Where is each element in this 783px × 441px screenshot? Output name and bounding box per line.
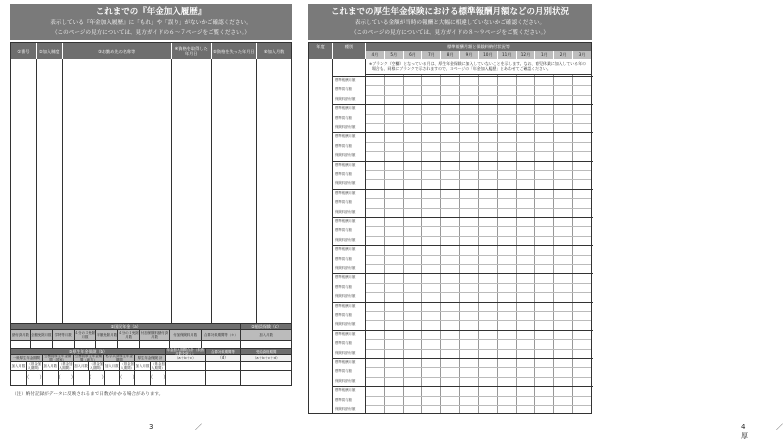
year-column (309, 59, 333, 413)
total-period-header: 年金加入期間合計（未納月数を除く） (166, 347, 204, 356)
type-label: 保険料納付額 (335, 266, 356, 270)
sub-row-divider (366, 396, 591, 397)
left-footnote: （注）納付記録がデータに反映されるまで日数がかかる場合があります。 (12, 392, 164, 397)
kosei-general-fund-value: （ ） (27, 371, 43, 386)
eligibility-period-value (241, 362, 291, 371)
year-group-divider (333, 245, 593, 246)
type-label: 標準賞与額 (335, 115, 352, 120)
note-line-2: 場合も、同様にブランクで示されますので、３ページの「年金加入履歴」とあわせてご確認ください。 (372, 66, 551, 72)
note-line-1: ※ブランク（空欄）となっている月は、厚生年金保険に加入していないことを示します。なお、育児休業に加入している年の (369, 61, 586, 66)
kokumin-col-paid: 納付済月数 (11, 330, 31, 341)
year-group-divider (333, 161, 593, 162)
header-blank-type (333, 51, 366, 59)
type-label: 標準賞与額 (335, 397, 352, 402)
monthly-remuneration-table (308, 42, 592, 414)
type-label: 保険料納付額 (335, 350, 356, 355)
kosei-sub-general: 一般厚生年金期間 (11, 355, 43, 362)
kosei-sub-total: 厚生年金保険 計 (135, 355, 166, 362)
col-number: ①番号 (11, 43, 37, 59)
col-monthly-status: 標準報酬月額と保険料納付状況等 (366, 43, 591, 51)
month-header-cell: 5月 (385, 51, 404, 59)
type-label: 標準報酬月額 (335, 219, 356, 223)
type-label: 保険料納付額 (335, 294, 356, 299)
kokumin-col-three-quarter: ４分の３免除月数 (74, 331, 96, 339)
sub-row-divider (366, 114, 591, 115)
type-label: 標準報酬月額 (335, 247, 356, 252)
left-page-guide: （このページの見方については、見方ガイドの６～７ページをご覧ください。） (51, 29, 251, 36)
sub-row-divider (366, 405, 591, 406)
sub-row-divider (366, 208, 591, 209)
type-label: 標準報酬月額 (335, 190, 356, 195)
kosei-total-fund: （基金加入期間） (151, 362, 165, 370)
kokumin-val-combined (202, 341, 242, 349)
type-label: 標準報酬月額 (335, 78, 356, 82)
type-label: 標準賞与額 (335, 341, 352, 346)
type-label: 保険料納付額 (335, 153, 356, 158)
kokumin-val-half (96, 341, 118, 349)
type-label: 標準賞与額 (335, 200, 352, 205)
right-page-subtitle: 表示している金額が当時の報酬と大幅に相違していないかご確認ください。 (354, 20, 546, 26)
kosei-private-fund-value: （ ） (120, 371, 135, 386)
senin-val-months (241, 341, 291, 349)
type-label: 標準報酬月額 (335, 162, 356, 167)
month-header-cell: 6月 (404, 51, 423, 59)
sub-row-divider (366, 85, 591, 86)
type-label: 標準報酬月額 (335, 106, 356, 111)
kokumin-col-combined: 合算対象期間等（＊） (202, 330, 242, 341)
year-group-divider (333, 273, 593, 274)
type-label: 標準賞与額 (335, 369, 352, 374)
sub-row-divider (366, 349, 591, 350)
right-page (300, 0, 783, 440)
type-label: 保険料納付額 (335, 237, 356, 242)
eligibility-period-blank (241, 371, 291, 386)
kosei-section-header: ③厚生年金保険（b） (11, 349, 166, 355)
sub-row-divider (366, 142, 591, 143)
kosei-total-fund-value: （ ） (151, 371, 166, 386)
blank-month-note (366, 59, 591, 75)
cell-lost-date (212, 59, 258, 323)
type-label: 標準賞与額 (335, 143, 352, 148)
right-title-band (308, 4, 592, 40)
month-header-cell: 11月 (498, 51, 517, 59)
col-lost-date: ⑤資格を失った年月日 (212, 43, 258, 59)
right-page-title: これまでの厚生年金保険における標準報酬月額などの月別状況 (330, 7, 569, 17)
type-label: 標準報酬月額 (335, 134, 356, 139)
kosei-private-fund: （基金加入期間） (120, 362, 134, 370)
type-label: 保険料納付額 (335, 181, 356, 186)
right-page-guide: （このページの見方については、見方ガイドの８～９ページをご覧ください。） (350, 29, 550, 36)
pension-history-table (10, 42, 292, 324)
month-header-cell: 1月 (535, 51, 554, 59)
left-slash-mark: ／ (195, 423, 202, 431)
kokumin-val-paid (11, 341, 31, 349)
kosei-national-fund: （基金加入期間） (58, 362, 73, 370)
type-label: 標準賞与額 (335, 87, 352, 92)
col-type: 種別 (333, 43, 366, 51)
col-system: ②加入制度 (37, 43, 63, 59)
col-employer: ③お勤め先の名称等 (63, 43, 172, 59)
kokumin-val-quarter (118, 341, 140, 349)
senin-section-header: ②船員保険（c） (241, 324, 291, 330)
month-header-cell: 8月 (441, 51, 460, 59)
kokumin-col-quarter: ４分の１免除月数 (118, 331, 139, 339)
eligibility-period-formula: （a＋b＋c＋d） (241, 355, 291, 362)
monthly-body (309, 59, 591, 413)
total-period-formula: （a＋b＋c） (166, 355, 206, 362)
right-page-number (741, 423, 748, 441)
sub-row-divider (366, 198, 591, 199)
combined-period-header: 合算対象期間等 (206, 349, 242, 355)
monthly-header-row1 (309, 43, 591, 51)
kokumin-val-student (53, 341, 75, 349)
senin-col-months: 加入月数 (241, 330, 291, 341)
sub-row-divider (366, 283, 591, 284)
left-page (0, 0, 300, 440)
col-months: ⑥加入月数 (263, 48, 285, 54)
month-header-cell: 3月 (573, 51, 591, 59)
right-page-number-digit: 4 (741, 423, 746, 431)
year-group-divider (333, 104, 593, 105)
cell-system (37, 59, 63, 323)
type-label: 保険料納付額 (335, 407, 356, 411)
eligibility-period-header: 受給資格期間 (241, 349, 291, 355)
kosei-national-fund-value: （ ） (59, 371, 74, 386)
left-page-subtitle: 表示している『年金加入履歴』に「もれ」や「誤り」がないかご確認ください。 (50, 20, 252, 26)
year-group-divider (333, 302, 593, 303)
year-group-divider (333, 386, 593, 387)
month-header-cell: 7月 (422, 51, 441, 59)
total-period-value (166, 362, 206, 371)
sub-row-divider (366, 95, 591, 96)
cell-months (257, 59, 291, 323)
kosei-national-months: 加入月数 (43, 362, 59, 371)
kokumin-col-half: 半額免除月数 (96, 330, 118, 341)
year-group-divider (333, 358, 593, 359)
combined-period-blank (206, 371, 242, 386)
col-year: 年度 (309, 43, 333, 51)
sub-row-divider (366, 170, 591, 171)
kosei-local-fund: （基金加入期間） (89, 362, 104, 370)
type-label: 標準賞与額 (335, 172, 352, 176)
month-header-cell: 2月 (554, 51, 573, 59)
kosei-sub-national: 公務員厚生年金期間（国家） (43, 355, 74, 362)
sub-row-divider (366, 179, 591, 180)
type-label: 標準賞与額 (335, 284, 352, 289)
type-label: 標準賞与額 (335, 313, 352, 317)
kokumin-val-full-exempt (31, 341, 53, 349)
year-group-divider (333, 76, 593, 77)
kokumin-col-additional: 付加保険料月数 (170, 330, 202, 341)
pension-history-header (11, 43, 291, 59)
total-period-blank (166, 371, 206, 386)
kosei-general-fund: （基金加入期間） (27, 362, 42, 370)
sub-row-divider (366, 320, 591, 321)
kokumin-col-student: 学特等月数 (53, 330, 75, 341)
year-group-divider (333, 217, 593, 218)
month-header-cell: 10月 (479, 51, 498, 59)
left-page-title: これまでの『年金加入履歴』 (95, 7, 207, 17)
month-header-cell: 4月 (366, 51, 385, 59)
kosei-sub-local: 公務員厚生年金期間（地方） (74, 355, 105, 362)
month-header-cell: 9月 (460, 51, 479, 59)
combined-period-value (206, 362, 242, 371)
kosei-local-months: 加入月数 (74, 362, 90, 371)
type-label: 標準報酬月額 (335, 303, 356, 308)
kokumin-val-three-quarter (75, 341, 97, 349)
type-label: 標準報酬月額 (335, 388, 356, 393)
right-slash-mark: ／ (776, 423, 783, 431)
type-label: 標準賞与額 (335, 256, 352, 261)
sub-row-divider (366, 264, 591, 265)
type-label: 保険料納付額 (335, 125, 356, 129)
year-group-divider (333, 132, 593, 133)
year-group-divider (333, 330, 593, 331)
sub-row-divider (366, 292, 591, 293)
type-label: 保険料納付額 (335, 96, 356, 101)
month-header-cell: 12月 (517, 51, 536, 59)
header-blank-year (309, 51, 333, 59)
sub-row-divider (366, 236, 591, 237)
sub-row-divider (366, 151, 591, 152)
sub-row-divider (366, 226, 591, 227)
monthly-header-row2 (309, 51, 591, 59)
sub-row-divider (366, 367, 591, 368)
sub-row-divider (366, 123, 591, 124)
cell-number (11, 59, 37, 323)
sub-row-divider (366, 377, 591, 378)
sub-row-divider (366, 255, 591, 256)
kosei-private-months: 加入月数 (104, 362, 120, 371)
type-label: 保険料納付額 (335, 378, 356, 383)
right-page-suffix: 厚 (741, 432, 748, 440)
type-label: 保険料納付額 (335, 209, 356, 214)
type-label: 標準賞与額 (335, 228, 352, 233)
kosei-total-months: 加入月数 (135, 362, 151, 371)
pension-history-body (11, 59, 291, 323)
type-label: 標準報酬月額 (335, 275, 356, 280)
kosei-general-months: 加入月数 (11, 362, 27, 371)
type-label: 標準報酬月額 (335, 331, 356, 336)
pension-summary-table (10, 324, 292, 386)
kosei-sub-private: 私学共済厚生年金期間 (104, 355, 135, 362)
type-label: 保険料納付額 (335, 322, 356, 327)
kokumin-section-header: ①国民年金（a） (11, 324, 241, 330)
cell-employer (63, 59, 172, 323)
left-page-number: 3 (149, 423, 154, 431)
sub-row-divider (366, 311, 591, 312)
kokumin-col-full-exempt: 全額免除月数 (31, 330, 53, 341)
kosei-local-fund-value: （ ） (90, 371, 105, 386)
combined-period-d: （d） (206, 355, 242, 362)
cell-acquired-date (172, 59, 212, 323)
kokumin-col-additional-paid: 付加保険料納付済月数 (140, 331, 169, 339)
sub-row-divider (366, 339, 591, 340)
year-group-divider (333, 189, 593, 190)
col-acquired-date: ④資格を取得した年月日 (172, 43, 212, 59)
left-title-band (10, 4, 292, 40)
type-label: 標準報酬月額 (335, 360, 356, 364)
